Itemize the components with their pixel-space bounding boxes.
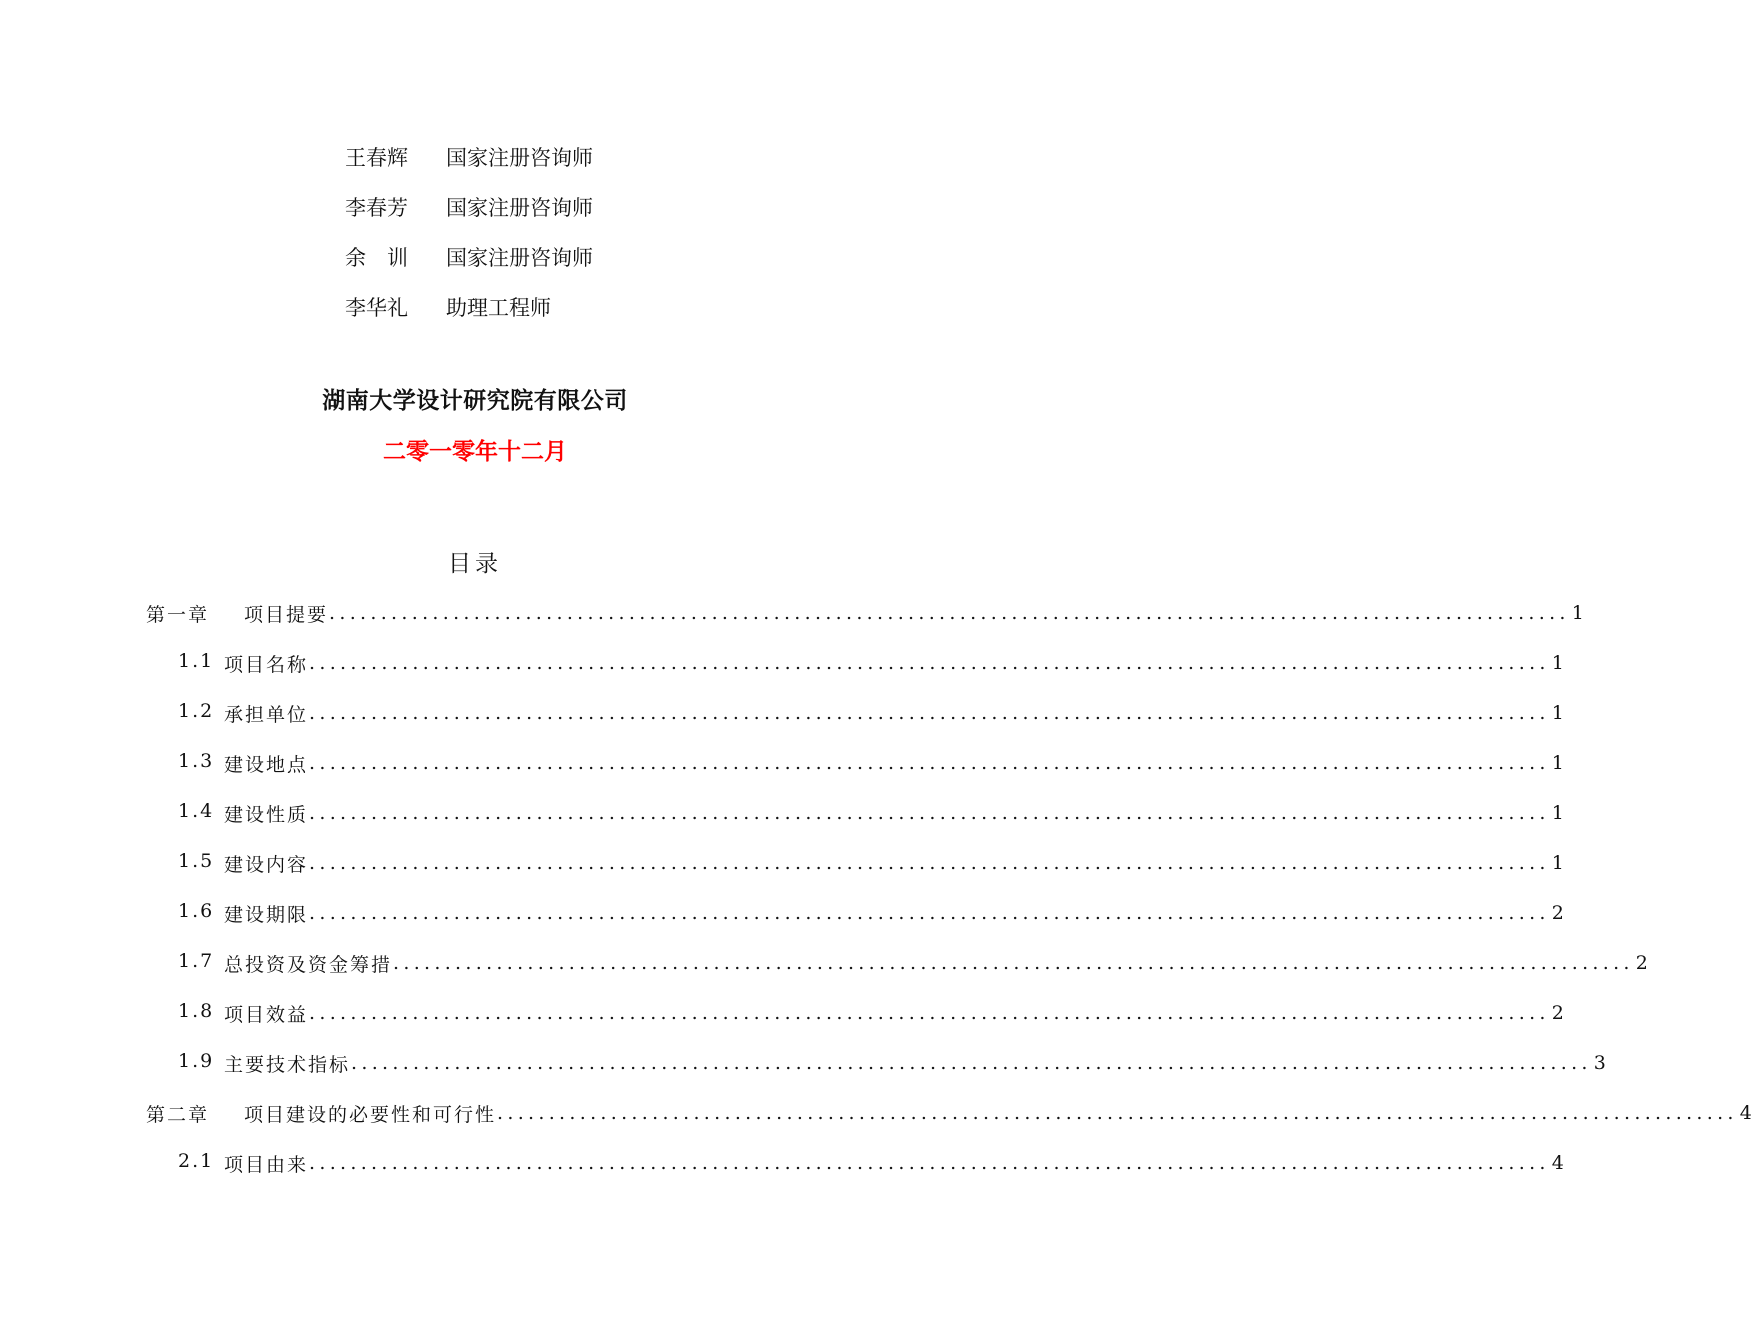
report-date: 二零一零年十二月 [383,438,567,465]
toc-entry-number: 1.8 [178,999,215,1022]
toc-entry-number: 1.4 [178,799,215,822]
toc-entry-text: 建设地点 [224,753,309,776]
toc-entry-page: 1 [1571,602,1584,624]
toc-entry-text: 建设性质 [224,803,309,826]
staff-title: 助理工程师 [446,296,551,320]
toc-entry-number: 1.5 [178,849,215,872]
toc-leader-dots: ........................................................................................................................ [309,752,1550,774]
staff-title: 国家注册咨询师 [446,246,593,270]
toc-entry-chapter[interactable] [0,1088,1752,1138]
toc-leader-dots: ........................................................................................................................ [393,952,1634,974]
toc-entry-section[interactable] [0,988,1564,1038]
toc-entry-number: 2.1 [178,1149,215,1172]
toc-leader-dots: ........................................................................................................................ [351,1052,1592,1074]
toc-entry-text: 项目建设的必要性和可行性 [244,1103,497,1126]
toc-entry-text: 承担单位 [224,703,309,726]
toc-leader-dots: ........................................................................................................................ [309,702,1550,724]
toc-entry-page: 1 [1551,802,1564,824]
toc-entry-section[interactable] [0,638,1564,688]
toc-entry-section[interactable] [0,738,1564,788]
toc-leader-dots: ........................................................................................................................ [309,902,1550,924]
toc-leader-dots: ........................................................................................................................ [497,1102,1738,1124]
toc-entry-section[interactable] [0,788,1564,838]
toc-entry-text: 主要技术指标 [224,1053,351,1076]
toc-entry-section[interactable] [0,888,1564,938]
toc-entry-text: 总投资及资金筹措 [224,953,393,976]
toc-entry-section[interactable] [0,688,1564,738]
staff-row [345,282,745,332]
toc-leader-dots: ........................................................................................................................ [309,1002,1550,1024]
toc-entry-page: 2 [1635,952,1648,974]
toc-entry-section[interactable] [0,1038,1606,1088]
toc-entry-number: 1.2 [178,699,215,722]
staff-name: 李春芳 [345,196,408,220]
toc-leader-dots: ........................................................................................................................ [309,852,1550,874]
toc-entry-page: 1 [1551,702,1564,724]
toc-entry-text: 建设期限 [224,903,309,926]
toc-leader-dots: ........................................................................................................................ [329,602,1570,624]
toc-leader-dots: ........................................................................................................................ [309,1152,1550,1174]
toc-entry-number: 1.9 [178,1049,215,1072]
toc-entry-text: 建设内容 [224,853,309,876]
staff-row [345,182,745,232]
toc-entry-section[interactable] [0,838,1564,888]
toc-entry-number: 1.7 [178,949,215,972]
toc-entry-number: 1.6 [178,899,215,922]
company-name: 湖南大学设计研究院有限公司 [322,387,628,414]
toc-entry-page: 1 [1551,852,1564,874]
toc-entry-section[interactable] [0,938,1648,988]
toc-entry-chapter[interactable] [0,588,1584,638]
toc-entry-text: 项目由来 [224,1153,309,1176]
table-of-contents [0,588,1752,1188]
toc-entry-page: 3 [1593,1052,1606,1074]
staff-row [345,232,745,282]
toc-entry-text: 项目效益 [224,1003,309,1026]
toc-title: 目录 [448,551,502,577]
toc-entry-page: 2 [1551,1002,1564,1024]
toc-entry-page: 2 [1551,902,1564,924]
toc-entry-text: 项目提要 [244,603,329,626]
staff-row [345,132,745,182]
toc-leader-dots: ........................................................................................................................ [309,652,1550,674]
staff-title: 国家注册咨询师 [446,146,593,170]
staff-list [345,132,745,332]
toc-entry-page: 1 [1551,652,1564,674]
toc-leader-dots: ........................................................................................................................ [309,802,1550,824]
toc-entry-text: 项目名称 [224,653,309,676]
toc-entry-page: 4 [1739,1102,1752,1124]
toc-entry-number: 第一章 [146,603,210,626]
toc-entry-number: 1.1 [178,649,215,672]
toc-entry-number: 1.3 [178,749,215,772]
staff-title: 国家注册咨询师 [446,196,593,220]
staff-name: 王春辉 [345,146,408,170]
toc-entry-number: 第二章 [146,1103,210,1126]
toc-entry-page: 1 [1551,752,1564,774]
staff-name: 余 训 [345,246,408,270]
staff-name: 李华礼 [345,296,408,320]
toc-entry-page: 4 [1551,1152,1564,1174]
toc-entry-section[interactable] [0,1138,1564,1188]
